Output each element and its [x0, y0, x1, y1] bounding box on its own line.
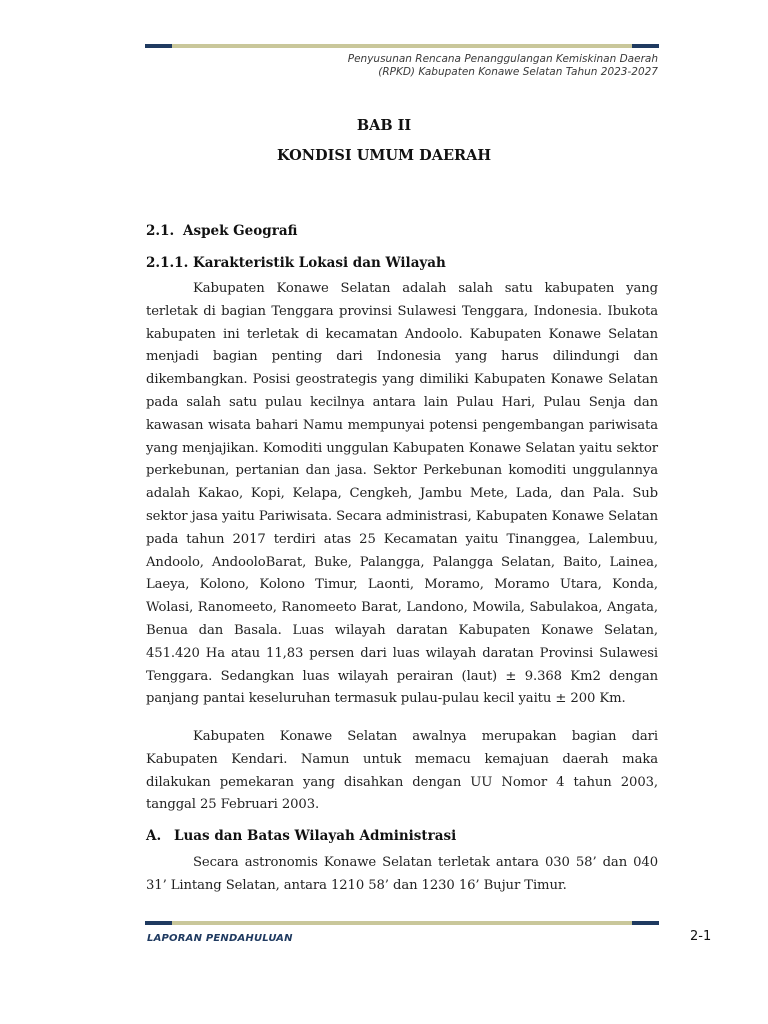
running-header-line-1: Penyusunan Rencana Penanggulangan Kemiskinan Daerah	[347, 53, 658, 65]
section-title: Aspek Geografi	[183, 223, 298, 239]
section-title: Luas dan Batas Wilayah Administrasi	[174, 828, 457, 844]
page-number: 2-1	[690, 929, 712, 944]
section-heading-2-1-1	[146, 255, 446, 271]
header-rule	[145, 44, 659, 48]
paragraph-karakteristik: Kabupaten Konawe Selatan adalah salah satu kabupaten yang terletak di bagian Tenggara provinsi Sulawesi Tenggara, Indonesia. Ibukota kabupaten ini terletak di kecamatan Andoolo. Kabupaten Konawe Selatan menjadi bagian penting dari Indonesia yang harus dilindungi dan dikembangkan. Posisi geostrategis yang dimiliki Kabupaten Konawe Selatan pada salah satu pulau kecilnya antara lain Pulau Hari, Pulau Senja dan kawasan wisata bahari Namu mempunyai potensi pengembangan pariwisata yang menjajikan. Komoditi unggulan Kabupaten Konawe Selatan yaitu sektor perkebunan, pertanian dan jasa. Sektor Perkebunan komoditi unggulannya adalah Kakao, Kopi, Kelapa, Cengkeh, Jambu Mete, Lada, dan Pala. Sub sektor jasa yaitu Pariwisata. Secara administrasi, Kabupaten Konawe Selatan pada tahun 2017 terdiri atas 25 Kecamatan yaitu Tinanggea, Lalembuu, Andoolo, AndooloBarat, Buke, Palangga, Palangga Selatan, Baito, Lainea, Laeya, Kolono, Kolono Timur, Laonti, Moramo, Moramo Utara, Konda, Wolasi, Ranomeeto, Ranomeeto Barat, Landono, Mowila, Sabulakoa, Angata, Benua dan Basala. Luas wilayah daratan Kabupaten Konawe Selatan, 451.420 Ha atau 11,83 persen dari luas wilayah daratan Provinsi Sulawesi Tenggara. Sedangkan luas wilayah perairan (laut) ± 9.368 Km2 dengan panjang pantai keseluruhan termasuk pulau-pulau kecil yaitu ± 200 Km.	[146, 281, 658, 707]
section-number: 2.1.	[146, 223, 175, 239]
paragraph-astronomis: Secara astronomis Konawe Selatan terletak antara 030 58’ dan 040 31’ Lintang Selatan, antara 1210 58’ dan 1230 16’ Bujur Timur.	[146, 855, 658, 893]
chapter-label: BAB II	[356, 117, 412, 134]
paragraph-sejarah: Kabupaten Konawe Selatan awalnya merupakan bagian dari Kabupaten Kendari. Namun untuk memacu kemajuan daerah maka dilakukan pemekaran yang disahkan dengan UU Nomor 4 tahun 2003, tanggal 25 Februari 2003.	[146, 729, 658, 813]
running-header	[348, 53, 658, 79]
section-heading-2-1	[146, 223, 297, 239]
running-header-line-2: (RPKD) Kabupaten Konawe Selatan Tahun 2023-2027	[378, 66, 658, 78]
section-title: Karakteristik Lokasi dan Wilayah	[193, 255, 446, 271]
section-number: A.	[146, 828, 162, 844]
section-heading-a	[146, 828, 456, 844]
footer-report-title: LAPORAN PENDAHULUAN	[147, 933, 293, 944]
chapter-title: KONDISI UMUM DAERAH	[276, 147, 492, 164]
footer-rule	[145, 921, 659, 925]
section-number: 2.1.1.	[146, 255, 189, 271]
